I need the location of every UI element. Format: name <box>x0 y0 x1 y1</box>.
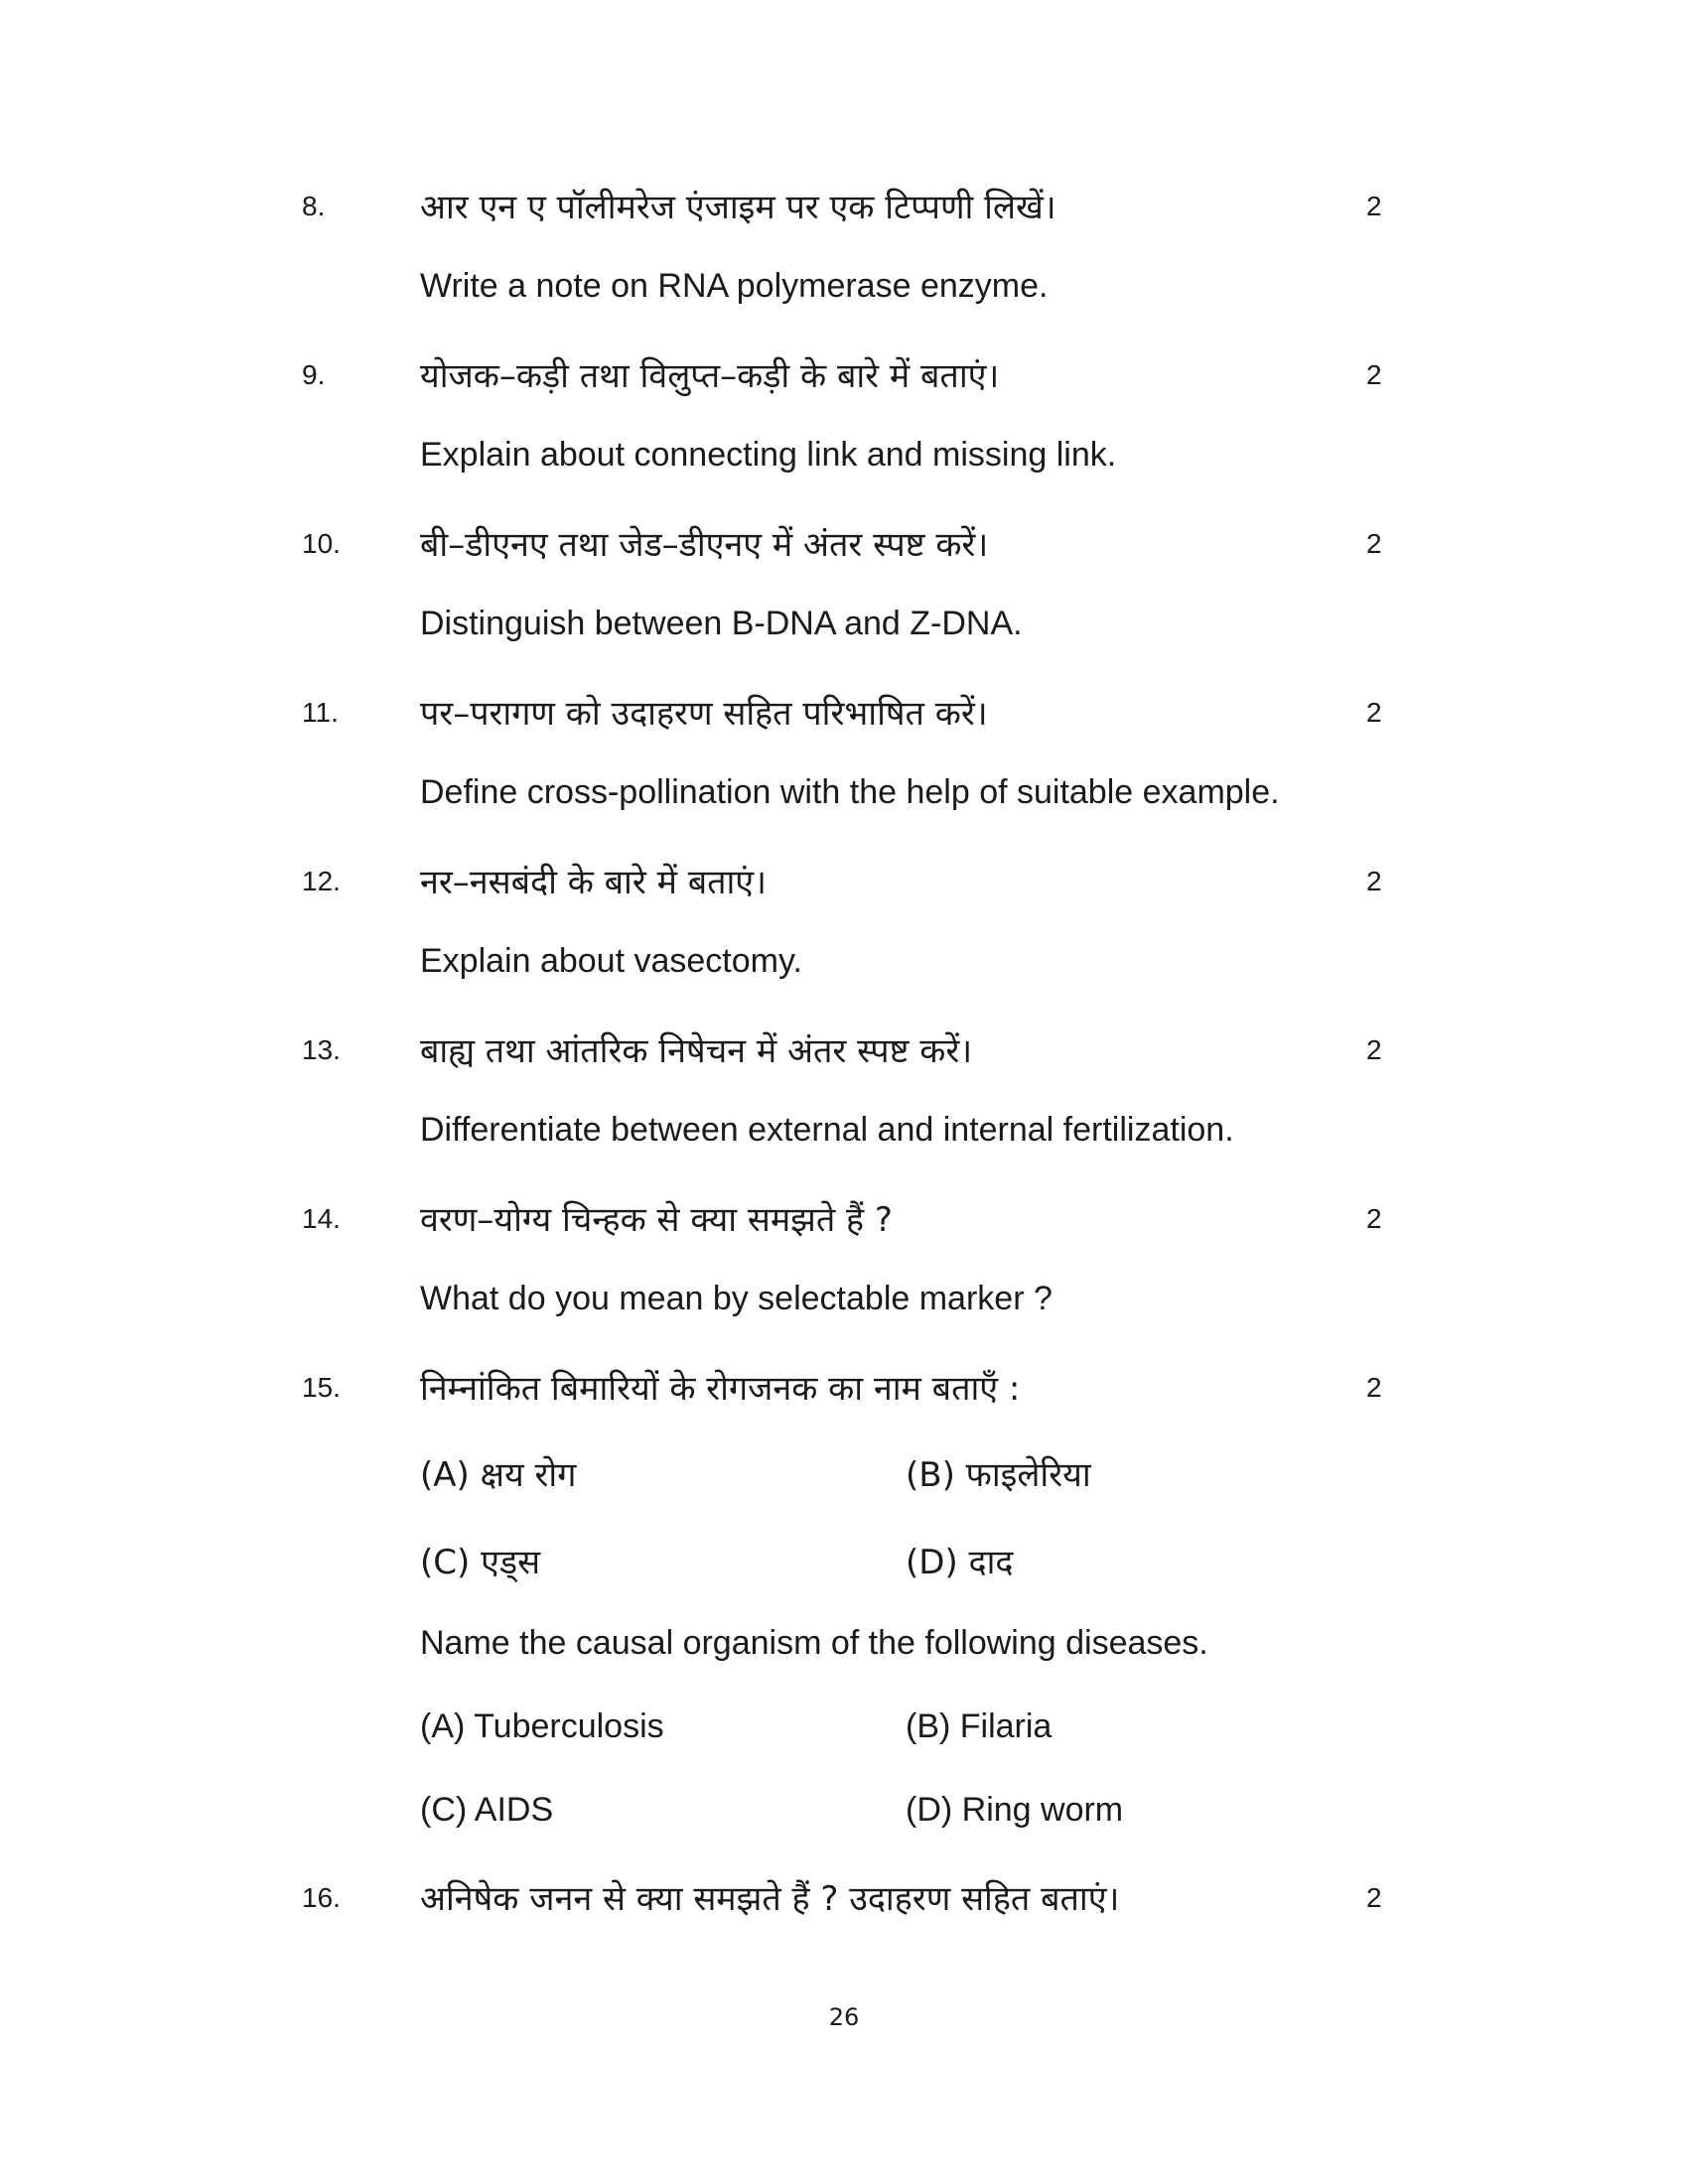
question-marks: 2 <box>1366 1203 1382 1234</box>
option-b-english: (B) Filaria <box>906 1707 1053 1745</box>
question-marks: 2 <box>1366 528 1382 559</box>
option-a-english: (A) Tuberculosis <box>420 1707 664 1745</box>
question-hindi-text: निम्नांकित बिमारियों के रोगजनक का नाम बताएँ : <box>420 1369 1021 1409</box>
question-14-english-row <box>0 1276 1688 1335</box>
question-english-text: Explain about connecting link and missing link. <box>420 436 1117 474</box>
question-15-hindi-row <box>0 1360 1688 1420</box>
question-14-hindi-row <box>0 1191 1688 1251</box>
question-number: 12. <box>302 866 341 896</box>
question-number: 13. <box>302 1034 341 1065</box>
question-15-english-options-row-2 <box>0 1787 1688 1846</box>
question-hindi-text: पर–परागण को उदाहरण सहित परिभाषित करें। <box>420 694 988 734</box>
question-9-english-row <box>0 432 1688 491</box>
question-number: 14. <box>302 1203 341 1234</box>
question-15-english-options-row-1 <box>0 1704 1688 1763</box>
question-16-hindi-row <box>0 1870 1688 1930</box>
question-english-text: What do you mean by selectable marker ? <box>420 1280 1053 1317</box>
question-english-text: Explain about vasectomy. <box>420 942 802 980</box>
question-15-english-row <box>0 1620 1688 1680</box>
option-d-english: (D) Ring worm <box>906 1791 1124 1829</box>
option-c-hindi: (C) एड्स <box>420 1543 541 1582</box>
question-english-text: Name the causal organism of the following diseases. <box>420 1624 1208 1662</box>
option-b-hindi: (B) फाइलेरिया <box>906 1455 1091 1495</box>
question-11-english-row <box>0 769 1688 829</box>
question-number: 8. <box>302 191 326 221</box>
question-10-english-row <box>0 601 1688 660</box>
question-marks: 2 <box>1366 1372 1382 1403</box>
question-english-text: Write a note on RNA polymerase enzyme. <box>420 267 1049 305</box>
question-hindi-text: बाह्य तथा आंतरिक निषेचन में अंतर स्पष्ट करें। <box>420 1031 973 1071</box>
question-11-hindi-row <box>0 685 1688 745</box>
question-number: 9. <box>302 359 326 390</box>
question-english-text: Distinguish between B-DNA and Z-DNA. <box>420 605 1023 642</box>
question-hindi-text: योजक–कड़ी तथा विलुप्त–कड़ी के बारे में बताएं। <box>420 356 1000 396</box>
question-15-hindi-options-row-1 <box>0 1446 1688 1506</box>
question-marks: 2 <box>1366 359 1382 390</box>
question-13-hindi-row <box>0 1023 1688 1082</box>
question-marks: 2 <box>1366 697 1382 728</box>
question-13-english-row <box>0 1107 1688 1166</box>
question-number: 16. <box>302 1882 341 1913</box>
question-marks: 2 <box>1366 191 1382 221</box>
question-marks: 2 <box>1366 866 1382 896</box>
option-c-english: (C) AIDS <box>420 1791 554 1829</box>
question-number: 10. <box>302 528 341 559</box>
question-hindi-text: अनिषेक जनन से क्या समझते हैं ? उदाहरण सहित बताएं। <box>420 1879 1120 1919</box>
question-number: 11. <box>302 697 339 728</box>
question-12-hindi-row <box>0 854 1688 913</box>
question-10-hindi-row <box>0 516 1688 576</box>
page-number: 26 <box>828 2003 860 2031</box>
question-marks: 2 <box>1366 1882 1382 1913</box>
question-number: 15. <box>302 1372 341 1403</box>
question-9-hindi-row <box>0 347 1688 407</box>
question-hindi-text: आर एन ए पॉलीमरेज एंजाइम पर एक टिप्पणी लिखें। <box>420 188 1056 227</box>
question-english-text: Define cross-pollination with the help of suitable example. <box>420 773 1280 811</box>
option-a-hindi: (A) क्षय रोग <box>420 1455 577 1495</box>
question-marks: 2 <box>1366 1034 1382 1065</box>
question-english-text: Differentiate between external and internal fertilization. <box>420 1111 1234 1149</box>
question-hindi-text: बी–डीएनए तथा जेड–डीएनए में अंतर स्पष्ट करें। <box>420 525 989 565</box>
option-d-hindi: (D) दाद <box>906 1543 1014 1582</box>
question-8-english-row <box>0 263 1688 323</box>
question-8-hindi-row <box>0 179 1688 238</box>
question-hindi-text: नर–नसबंदी के बारे में बताएं। <box>420 863 767 902</box>
question-15-hindi-options-row-2 <box>0 1534 1688 1593</box>
question-12-english-row <box>0 938 1688 998</box>
question-hindi-text: वरण–योग्य चिन्हक से क्या समझते हैं ? <box>420 1200 893 1240</box>
